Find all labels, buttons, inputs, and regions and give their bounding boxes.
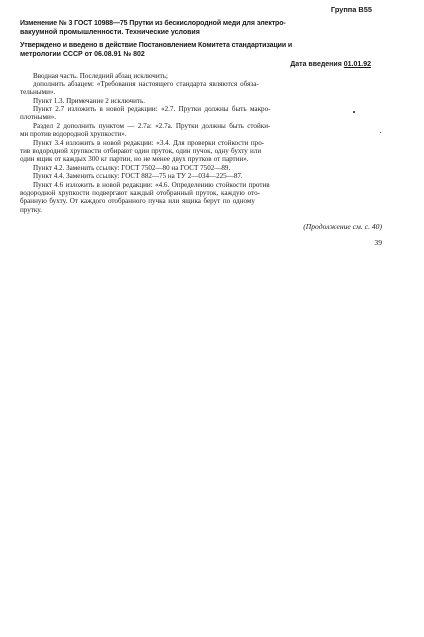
scan-speck [380, 132, 381, 133]
body-line: один ящик от каждых 300 кг партии, но не менее двух прутков от партии». [20, 155, 249, 163]
body-line: бранную бухту. От каждого отобранного пучка или ящика берут по одному [20, 197, 255, 205]
body-line: Пункт 4.2. Заменить ссылку: ГОСТ 7502—80 на ГОСТ 7502—89. [33, 164, 231, 172]
document-title-line-2: вакуумной промышленности. Технические условия [20, 29, 200, 36]
body-line: водородной хрупкости подвергают каждый отобранный пруток, каждую ото- [20, 189, 260, 197]
effective-date-value: 01.01.92 [343, 61, 371, 68]
body-line: прутку. [20, 206, 42, 214]
body-line: ми против водородной хрупкости». [20, 130, 127, 138]
effective-date-label: Дата введения [290, 61, 342, 68]
body-line: плотными». [20, 113, 57, 121]
group-code: Группа В55 [330, 5, 372, 14]
body-line: Пункт 3.4 изложить в новой редакции: «3.4. Для проверки стойкости про- [33, 139, 265, 147]
body-line: Пункт 4.4. Заменить ссылку: ГОСТ 882—75 на ТУ 2—034—225—87. [33, 172, 243, 180]
approval-line-1: Утверждено и введено в действие Постановлением Комитета стандартизации и [20, 42, 293, 49]
body-line: Пункт 2.7 изложить в новой редакции: «2.7. Прутки должны быть макро- [33, 105, 271, 113]
body-line: Вводная часть. Последний абзац исключить; [33, 72, 168, 80]
body-line: тельными». [20, 88, 56, 96]
body-line: Раздел 2 дополнить пунктом — 2.7а: «2.7а. Прутки должны быть стойки- [33, 122, 271, 130]
scan-speck [353, 111, 355, 113]
continuation-note: (Продолжение см. с. 40) [303, 222, 382, 231]
page-number: 39 [374, 238, 382, 247]
body-line: дополнить абзацем: «Требования настоящего стандарта являются обяза- [33, 80, 259, 88]
document-title-line-1: Изменение № 3 ГОСТ 10988—75 Прутки из бескислородной меди для электро- [20, 20, 286, 27]
approval-line-2: метрологии СССР от 06.08.91 № 802 [20, 51, 145, 58]
effective-date-row [290, 61, 371, 69]
body-line: тив водородной хрупкости отбирают один пруток, один пучок, одну бухту или [20, 147, 262, 155]
body-line: Пункт 1.3. Примечание 2 исключить. [33, 97, 146, 105]
body-line: Пункт 4.6 изложить в новой редакции: «4.6. Определению стойкости против [33, 181, 270, 189]
